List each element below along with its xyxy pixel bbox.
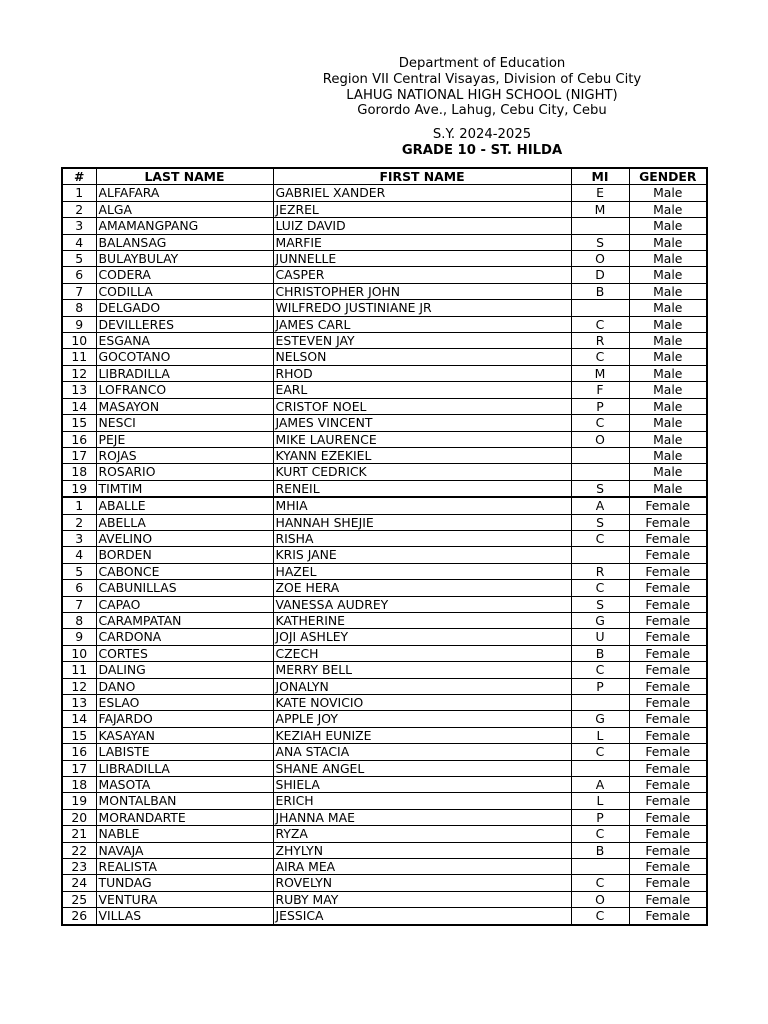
table-row: [62, 201, 707, 217]
table-row: [62, 662, 707, 678]
first-name-cell: KATHERINE: [273, 612, 571, 628]
last-name-cell: FAJARDO: [96, 711, 273, 727]
last-name-cell: LABISTE: [96, 744, 273, 760]
row-number: 19: [62, 793, 96, 809]
mi-cell: P: [571, 398, 629, 414]
row-number: 1: [62, 497, 96, 514]
table-row: [62, 826, 707, 842]
last-name-cell: CARDONA: [96, 629, 273, 645]
last-name-cell: MASAYON: [96, 398, 273, 414]
gender-cell: Male: [629, 201, 707, 217]
first-name-cell: HAZEL: [273, 563, 571, 579]
last-name-cell: ALGA: [96, 201, 273, 217]
first-name-cell: KRIS JANE: [273, 547, 571, 563]
gender-cell: Female: [629, 711, 707, 727]
row-number: 6: [62, 267, 96, 283]
mi-cell: C: [571, 908, 629, 925]
row-number: 16: [62, 744, 96, 760]
last-name-cell: LIBRADILLA: [96, 365, 273, 381]
row-number: 4: [62, 234, 96, 250]
table-row: [62, 563, 707, 579]
first-name-cell: CZECH: [273, 645, 571, 661]
gender-cell: Male: [629, 300, 707, 316]
row-number: 22: [62, 842, 96, 858]
gender-cell: Female: [629, 662, 707, 678]
table-row: [62, 349, 707, 365]
table-row: [62, 447, 707, 463]
last-name-cell: VENTURA: [96, 891, 273, 907]
row-number: 3: [62, 218, 96, 234]
table-row: [62, 744, 707, 760]
gender-cell: Female: [629, 793, 707, 809]
row-number: 17: [62, 760, 96, 776]
gender-cell: Male: [629, 316, 707, 332]
last-name-cell: BULAYBULAY: [96, 251, 273, 267]
gender-cell: Female: [629, 727, 707, 743]
first-name-cell: RHOD: [273, 365, 571, 381]
gender-cell: Male: [629, 185, 707, 201]
table-row: [62, 398, 707, 414]
table-row: [62, 530, 707, 546]
table-row: [62, 251, 707, 267]
table-row: [62, 580, 707, 596]
gender-cell: Female: [629, 547, 707, 563]
last-name-cell: NESCI: [96, 415, 273, 431]
first-name-cell: WILFREDO JUSTINIANE JR: [273, 300, 571, 316]
mi-cell: B: [571, 283, 629, 299]
last-name-cell: CODERA: [96, 267, 273, 283]
row-number: 14: [62, 711, 96, 727]
first-name-cell: ESTEVEN JAY: [273, 333, 571, 349]
row-number: 7: [62, 596, 96, 612]
gender-cell: Male: [629, 480, 707, 497]
table-body: [62, 185, 707, 925]
gender-cell: Female: [629, 842, 707, 858]
document-header: [200, 56, 764, 159]
gender-cell: Female: [629, 875, 707, 891]
mi-cell: [571, 695, 629, 711]
first-name-cell: JOJI ASHLEY: [273, 629, 571, 645]
school-name: LAHUG NATIONAL HIGH SCHOOL (NIGHT): [346, 87, 618, 103]
last-name-cell: KASAYAN: [96, 727, 273, 743]
gender-cell: Female: [629, 563, 707, 579]
first-name-cell: JHANNA MAE: [273, 809, 571, 825]
row-number: 4: [62, 547, 96, 563]
column-header-mi: MI: [571, 168, 629, 185]
gender-cell: Female: [629, 777, 707, 793]
row-number: 13: [62, 382, 96, 398]
table-header-row: [62, 168, 707, 185]
first-name-cell: ZOE HERA: [273, 580, 571, 596]
table-row: [62, 908, 707, 925]
row-number: 2: [62, 514, 96, 530]
row-number: 23: [62, 859, 96, 875]
row-number: 26: [62, 908, 96, 925]
mi-cell: C: [571, 316, 629, 332]
row-number: 10: [62, 645, 96, 661]
table-row: [62, 760, 707, 776]
row-number: 21: [62, 826, 96, 842]
table-row: [62, 777, 707, 793]
gender-cell: Female: [629, 645, 707, 661]
row-number: 1: [62, 185, 96, 201]
first-name-cell: VANESSA AUDREY: [273, 596, 571, 612]
first-name-cell: GABRIEL XANDER: [273, 185, 571, 201]
table-row: [62, 267, 707, 283]
table-row: [62, 727, 707, 743]
gender-cell: Male: [629, 218, 707, 234]
last-name-cell: CABUNILLAS: [96, 580, 273, 596]
first-name-cell: JESSICA: [273, 908, 571, 925]
table-row: [62, 283, 707, 299]
gender-cell: Female: [629, 678, 707, 694]
last-name-cell: MORANDARTE: [96, 809, 273, 825]
row-number: 13: [62, 695, 96, 711]
gender-cell: Female: [629, 530, 707, 546]
table-row: [62, 891, 707, 907]
gender-cell: Male: [629, 464, 707, 480]
row-number: 17: [62, 447, 96, 463]
last-name-cell: DANO: [96, 678, 273, 694]
first-name-cell: NELSON: [273, 349, 571, 365]
row-number: 15: [62, 415, 96, 431]
gender-cell: Female: [629, 826, 707, 842]
first-name-cell: RENEIL: [273, 480, 571, 497]
gender-cell: Male: [629, 333, 707, 349]
mi-cell: D: [571, 267, 629, 283]
mi-cell: [571, 547, 629, 563]
mi-cell: L: [571, 793, 629, 809]
row-number: 20: [62, 809, 96, 825]
first-name-cell: MIKE LAURENCE: [273, 431, 571, 447]
table-row: [62, 645, 707, 661]
mi-cell: C: [571, 875, 629, 891]
row-number: 9: [62, 316, 96, 332]
mi-cell: P: [571, 678, 629, 694]
last-name-cell: VILLAS: [96, 908, 273, 925]
gender-cell: Male: [629, 251, 707, 267]
first-name-cell: RUBY MAY: [273, 891, 571, 907]
table-row: [62, 596, 707, 612]
table-row: [62, 695, 707, 711]
gender-cell: Male: [629, 382, 707, 398]
column-header-last-name: LAST NAME: [96, 168, 273, 185]
first-name-cell: MERRY BELL: [273, 662, 571, 678]
last-name-cell: ESLAO: [96, 695, 273, 711]
school-year: S.Y. 2024-2025: [432, 127, 532, 143]
row-number: 14: [62, 398, 96, 414]
gender-cell: Female: [629, 695, 707, 711]
row-number: 7: [62, 283, 96, 299]
mi-cell: R: [571, 563, 629, 579]
last-name-cell: DEVILLERES: [96, 316, 273, 332]
mi-cell: S: [571, 480, 629, 497]
table-row: [62, 365, 707, 381]
last-name-cell: CODILLA: [96, 283, 273, 299]
table-row: [62, 547, 707, 563]
gender-cell: Male: [629, 398, 707, 414]
last-name-cell: AVELINO: [96, 530, 273, 546]
mi-cell: [571, 859, 629, 875]
grade-section-title: GRADE 10 - ST. HILDA: [401, 142, 563, 158]
last-name-cell: NAVAJA: [96, 842, 273, 858]
last-name-cell: REALISTA: [96, 859, 273, 875]
gender-cell: Female: [629, 580, 707, 596]
row-number: 10: [62, 333, 96, 349]
first-name-cell: JUNNELLE: [273, 251, 571, 267]
last-name-cell: BORDEN: [96, 547, 273, 563]
last-name-cell: LOFRANCO: [96, 382, 273, 398]
row-number: 9: [62, 629, 96, 645]
table-row: [62, 678, 707, 694]
gender-cell: Female: [629, 744, 707, 760]
last-name-cell: CARAMPATAN: [96, 612, 273, 628]
mi-cell: C: [571, 349, 629, 365]
last-name-cell: ESGANA: [96, 333, 273, 349]
gender-cell: Female: [629, 908, 707, 925]
first-name-cell: RYZA: [273, 826, 571, 842]
row-number: 18: [62, 777, 96, 793]
row-number: 8: [62, 300, 96, 316]
table-row: [62, 218, 707, 234]
mi-cell: S: [571, 514, 629, 530]
table-row: [62, 382, 707, 398]
first-name-cell: MARFIE: [273, 234, 571, 250]
row-number: 2: [62, 201, 96, 217]
last-name-cell: AMAMANGPANG: [96, 218, 273, 234]
last-name-cell: TIMTIM: [96, 480, 273, 497]
row-number: 6: [62, 580, 96, 596]
table-row: [62, 809, 707, 825]
gender-cell: Male: [629, 283, 707, 299]
first-name-cell: KURT CEDRICK: [273, 464, 571, 480]
first-name-cell: LUIZ DAVID: [273, 218, 571, 234]
first-name-cell: MHIA: [273, 497, 571, 514]
first-name-cell: SHIELA: [273, 777, 571, 793]
last-name-cell: BALANSAG: [96, 234, 273, 250]
gender-cell: Female: [629, 809, 707, 825]
first-name-cell: HANNAH SHEJIE: [273, 514, 571, 530]
row-number: 3: [62, 530, 96, 546]
table-row: [62, 793, 707, 809]
row-number: 15: [62, 727, 96, 743]
table-row: [62, 842, 707, 858]
mi-cell: C: [571, 530, 629, 546]
gender-cell: Female: [629, 760, 707, 776]
gender-cell: Female: [629, 859, 707, 875]
first-name-cell: CASPER: [273, 267, 571, 283]
row-number: 5: [62, 563, 96, 579]
department-title: Department of Education: [398, 56, 566, 71]
table-row: [62, 514, 707, 530]
mi-cell: A: [571, 777, 629, 793]
first-name-cell: ANA STACIA: [273, 744, 571, 760]
gender-cell: Female: [629, 497, 707, 514]
school-address: Gorordo Ave., Lahug, Cebu City, Cebu: [357, 103, 607, 119]
last-name-cell: MONTALBAN: [96, 793, 273, 809]
gender-cell: Male: [629, 447, 707, 463]
last-name-cell: LIBRADILLA: [96, 760, 273, 776]
last-name-cell: GOCOTANO: [96, 349, 273, 365]
table-row: [62, 185, 707, 201]
mi-cell: [571, 447, 629, 463]
gender-cell: Male: [629, 267, 707, 283]
last-name-cell: CABONCE: [96, 563, 273, 579]
column-header-gender: GENDER: [629, 168, 707, 185]
first-name-cell: KATE NOVICIO: [273, 695, 571, 711]
row-number: 11: [62, 662, 96, 678]
table-row: [62, 300, 707, 316]
mi-cell: M: [571, 365, 629, 381]
table-row: [62, 333, 707, 349]
column-header-first-name: FIRST NAME: [273, 168, 571, 185]
table-row: [62, 480, 707, 497]
mi-cell: G: [571, 612, 629, 628]
gender-cell: Male: [629, 431, 707, 447]
last-name-cell: DELGADO: [96, 300, 273, 316]
last-name-cell: ROJAS: [96, 447, 273, 463]
gender-cell: Female: [629, 612, 707, 628]
mi-cell: C: [571, 415, 629, 431]
last-name-cell: ALFAFARA: [96, 185, 273, 201]
column-header-number: #: [62, 168, 96, 185]
mi-cell: [571, 218, 629, 234]
mi-cell: C: [571, 744, 629, 760]
first-name-cell: KYANN EZEKIEL: [273, 447, 571, 463]
mi-cell: C: [571, 662, 629, 678]
class-roster-table: [61, 167, 708, 926]
mi-cell: O: [571, 251, 629, 267]
gender-cell: Male: [629, 365, 707, 381]
mi-cell: G: [571, 711, 629, 727]
row-number: 25: [62, 891, 96, 907]
table-row: [62, 875, 707, 891]
last-name-cell: PEJE: [96, 431, 273, 447]
table-row: [62, 415, 707, 431]
first-name-cell: JONALYN: [273, 678, 571, 694]
mi-cell: S: [571, 596, 629, 612]
table-row: [62, 711, 707, 727]
first-name-cell: ZHYLYN: [273, 842, 571, 858]
row-number: 8: [62, 612, 96, 628]
mi-cell: B: [571, 842, 629, 858]
row-number: 18: [62, 464, 96, 480]
mi-cell: L: [571, 727, 629, 743]
region-title: Region VII Central Visayas, Division of Cebu City: [322, 71, 642, 87]
first-name-cell: EARL: [273, 382, 571, 398]
row-number: 19: [62, 480, 96, 497]
last-name-cell: NABLE: [96, 826, 273, 842]
last-name-cell: ABALLE: [96, 497, 273, 514]
first-name-cell: APPLE JOY: [273, 711, 571, 727]
first-name-cell: CHRISTOPHER JOHN: [273, 283, 571, 299]
table-row: [62, 316, 707, 332]
mi-cell: E: [571, 185, 629, 201]
row-number: 16: [62, 431, 96, 447]
first-name-cell: KEZIAH EUNIZE: [273, 727, 571, 743]
last-name-cell: MASOTA: [96, 777, 273, 793]
mi-cell: [571, 760, 629, 776]
mi-cell: B: [571, 645, 629, 661]
table-row: [62, 612, 707, 628]
table-row: [62, 234, 707, 250]
mi-cell: S: [571, 234, 629, 250]
first-name-cell: RISHA: [273, 530, 571, 546]
mi-cell: C: [571, 826, 629, 842]
mi-cell: R: [571, 333, 629, 349]
last-name-cell: CORTES: [96, 645, 273, 661]
mi-cell: M: [571, 201, 629, 217]
table-row: [62, 497, 707, 514]
mi-cell: U: [571, 629, 629, 645]
last-name-cell: ROSARIO: [96, 464, 273, 480]
table-row: [62, 629, 707, 645]
first-name-cell: JEZREL: [273, 201, 571, 217]
table-row: [62, 859, 707, 875]
first-name-cell: CRISTOF NOEL: [273, 398, 571, 414]
row-number: 5: [62, 251, 96, 267]
last-name-cell: DALING: [96, 662, 273, 678]
table-row: [62, 431, 707, 447]
first-name-cell: JAMES VINCENT: [273, 415, 571, 431]
first-name-cell: JAMES CARL: [273, 316, 571, 332]
mi-cell: [571, 464, 629, 480]
mi-cell: F: [571, 382, 629, 398]
mi-cell: P: [571, 809, 629, 825]
row-number: 12: [62, 678, 96, 694]
mi-cell: [571, 300, 629, 316]
last-name-cell: ABELLA: [96, 514, 273, 530]
gender-cell: Female: [629, 596, 707, 612]
gender-cell: Male: [629, 349, 707, 365]
row-number: 24: [62, 875, 96, 891]
gender-cell: Female: [629, 514, 707, 530]
first-name-cell: SHANE ANGEL: [273, 760, 571, 776]
gender-cell: Female: [629, 891, 707, 907]
mi-cell: C: [571, 580, 629, 596]
first-name-cell: AIRA MEA: [273, 859, 571, 875]
mi-cell: O: [571, 431, 629, 447]
mi-cell: A: [571, 497, 629, 514]
table-row: [62, 464, 707, 480]
gender-cell: Male: [629, 415, 707, 431]
last-name-cell: CAPAO: [96, 596, 273, 612]
gender-cell: Male: [629, 234, 707, 250]
gender-cell: Female: [629, 629, 707, 645]
first-name-cell: ROVELYN: [273, 875, 571, 891]
mi-cell: O: [571, 891, 629, 907]
row-number: 11: [62, 349, 96, 365]
first-name-cell: ERICH: [273, 793, 571, 809]
row-number: 12: [62, 365, 96, 381]
last-name-cell: TUNDAG: [96, 875, 273, 891]
